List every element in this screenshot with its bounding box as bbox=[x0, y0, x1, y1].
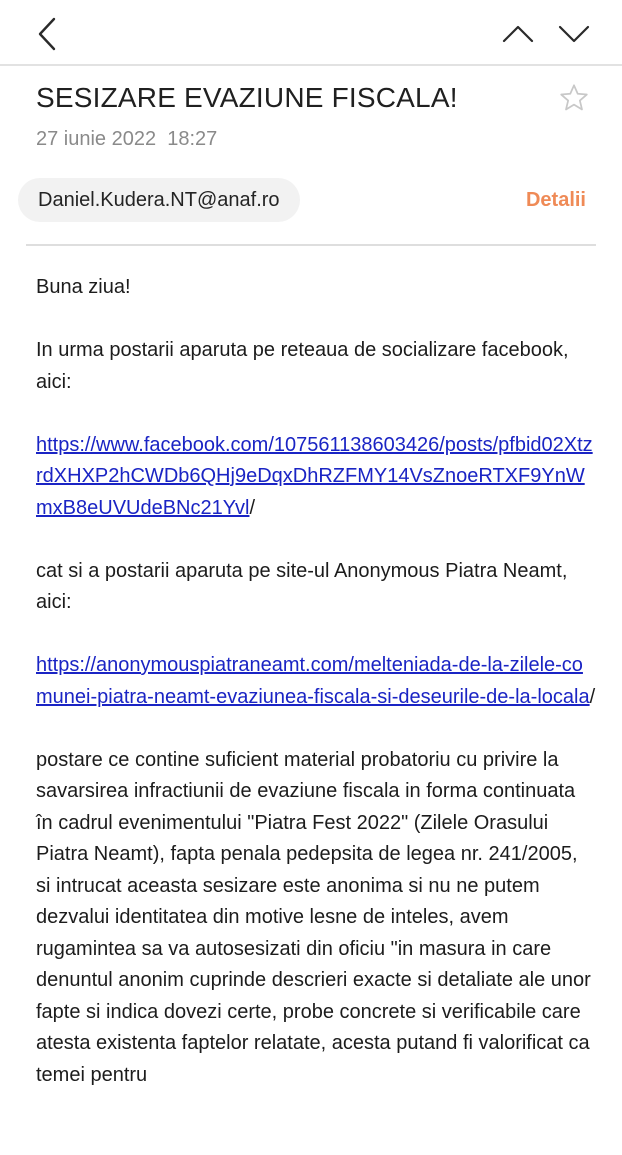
facebook-post-link[interactable]: https://www.facebook.com/107561138603426/posts/pfbid02XtzrdXHXP2hCWDb6QHj9eDqxDhRZFMY14VsZnoeRTXF9YnWmxB8eUVUdeBNc21Yvl bbox=[36, 433, 593, 519]
link-suffix: / bbox=[589, 685, 596, 708]
site-link-paragraph bbox=[36, 650, 596, 713]
star-button[interactable] bbox=[556, 80, 592, 116]
link-suffix: / bbox=[249, 496, 255, 519]
chevron-left-icon bbox=[37, 17, 57, 51]
sender-chip[interactable] bbox=[18, 178, 300, 222]
anonymous-site-link[interactable]: https://anonymouspiatraneamt.com/melteniada-de-la-zilele-comunei-piatra-neamt-evaziunea-fiscala-si-deseurile-de-la-locala bbox=[36, 654, 590, 708]
chevron-down-icon bbox=[558, 25, 590, 43]
email-body bbox=[36, 272, 596, 1123]
header-divider bbox=[26, 244, 596, 246]
subject-row bbox=[36, 78, 592, 122]
next-email-button[interactable] bbox=[554, 18, 594, 50]
previous-email-button[interactable] bbox=[498, 18, 538, 50]
greeting: Buna ziua! bbox=[36, 276, 131, 298]
chevron-up-icon bbox=[502, 25, 534, 43]
details-button[interactable]: Detalii bbox=[525, 189, 586, 211]
body-paragraph-2: cat si a postarii aparuta pe site-ul Anonymous Piatra Neamt, aici: bbox=[36, 559, 568, 613]
body-paragraph-1: In urma postarii aparuta pe reteaua de socializare facebook, aici: bbox=[36, 339, 569, 393]
body-paragraph-3: postare ce contine suficient material probatoriu cu privire la savarsirea infractiunii de evaziune fiscala in forma continuata în cadrul evenimentului "Piatra Fest 2022" (Zilele Orasului Piatra Neamt), fapta penala pedepsita de legea nr. 241/2005, si intrucat aceasta sesizare este anonima si nu ne putem dezvalui identitatea din motive lesne de inteles, avem rugamintea sa va autosesizati din oficiu "in masura in care denuntul anonim cuprinde descrieri exacte si detaliate ale unor fapte si indica dovezi certe, probe concrete si verificabile care atesta existenta faptelor relatate, acesta putand fi valorificat ca temei pentru bbox=[36, 748, 591, 1086]
email-date: 27 iunie 2022 18:27 bbox=[36, 128, 218, 150]
sender-address: Daniel.Kudera.NT@anaf.ro bbox=[38, 188, 280, 211]
email-subject: SESIZARE EVAZIUNE FISCALA! bbox=[36, 82, 458, 113]
back-button[interactable] bbox=[30, 14, 64, 54]
facebook-link-paragraph bbox=[36, 430, 596, 525]
star-icon bbox=[558, 82, 590, 114]
top-toolbar bbox=[0, 0, 622, 66]
